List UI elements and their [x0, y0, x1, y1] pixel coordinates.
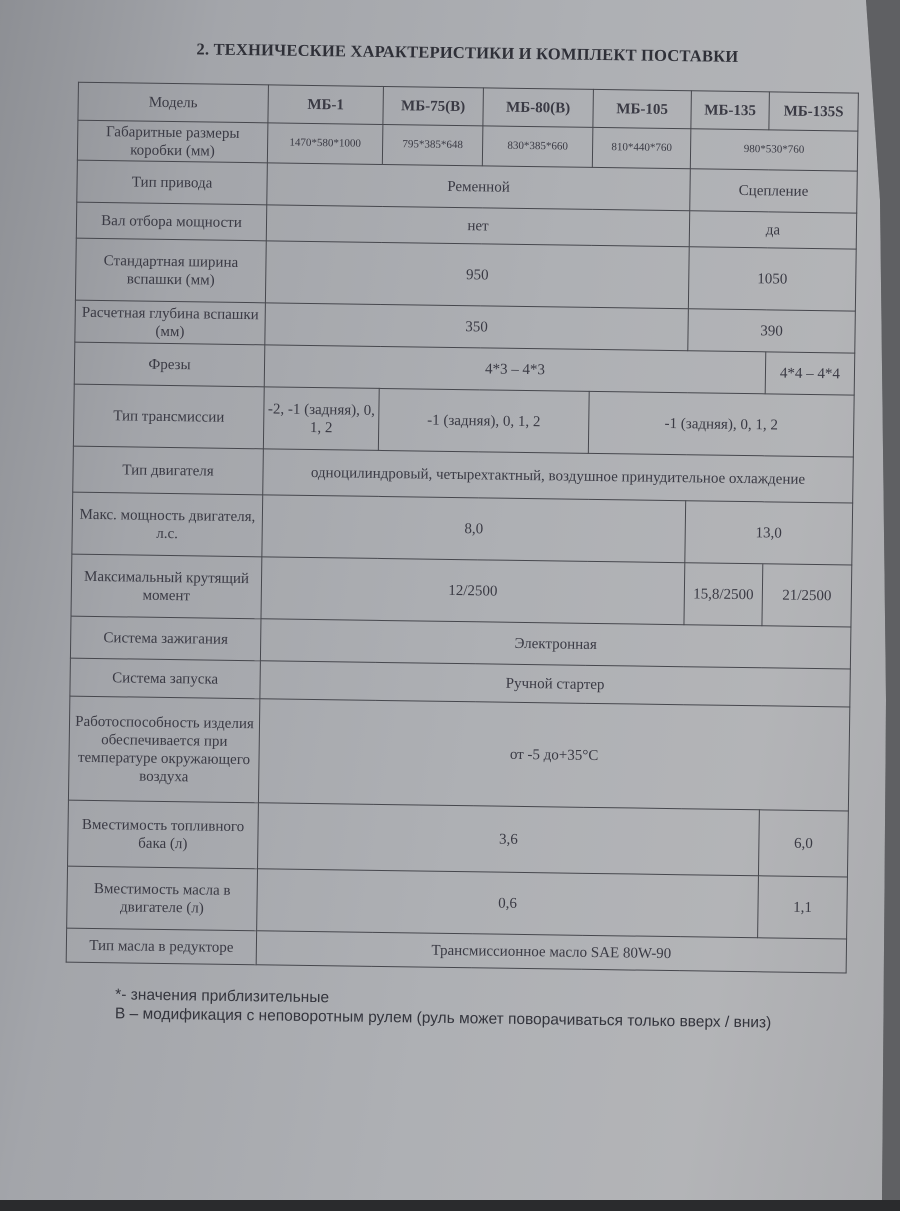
torque-b: 15,8/2500	[684, 563, 763, 626]
oil-b: 1,1	[758, 876, 848, 939]
depth-b: 390	[688, 309, 856, 353]
row-oil	[67, 866, 848, 939]
section-heading: 2. ТЕХНИЧЕСКИЕ ХАРАКТЕРИСТИКИ И КОМПЛЕКТ ПОСТАВКИ	[196, 39, 739, 66]
spec-table	[66, 82, 859, 974]
row-power	[72, 492, 853, 565]
dim-mb75: 795*385*648	[382, 124, 483, 165]
power-b: 13,0	[685, 501, 853, 565]
label-transmission: Тип трансмиссии	[73, 384, 264, 449]
gear-oil-value: Трансмиссионное масло SAE 80W-90	[256, 931, 846, 973]
cutters-b: 4*4 – 4*4	[765, 352, 855, 395]
depth-a: 350	[265, 303, 689, 351]
label-cutters: Фрезы	[74, 342, 265, 387]
drive-a: Ременной	[267, 163, 691, 211]
label-power: Макс. мощность двигателя, л.с.	[72, 492, 263, 557]
label-model: Модель	[78, 82, 269, 123]
label-start: Система запуска	[70, 658, 261, 699]
transmission-mb105-135: -1 (задняя), 0, 1, 2	[588, 391, 854, 457]
cutters-a: 4*3 – 4*3	[264, 345, 766, 394]
row-transmission	[73, 384, 854, 457]
label-fuel: Вместимость топливного бака (л)	[68, 800, 259, 869]
label-oil: Вместимость масла в двигателе (л)	[67, 866, 258, 931]
label-operating: Работоспособность изделия обеспечивается при температуре окружающего воздуха	[68, 696, 259, 803]
row-torque	[71, 554, 852, 627]
label-ignition: Система зажигания	[70, 616, 261, 661]
engine-value: одноцилиндровый, четырехтактный, воздушное принудительное охлаждение	[263, 449, 854, 503]
transmission-mb1: -2, -1 (задняя), 0, 1, 2	[263, 387, 379, 451]
operating-value: от -5 до+35°С	[258, 699, 849, 811]
label-width: Стандартная ширина вспашки (мм)	[75, 238, 266, 303]
dim-mb1: 1470*580*1000	[267, 123, 383, 165]
model-mb135s: МБ-135S	[769, 92, 859, 131]
label-pto: Вал отбора мощности	[76, 202, 266, 241]
model-mb135: МБ-135	[691, 91, 770, 130]
start-value: Ручной стартер	[260, 661, 850, 707]
dim-mb105: 810*440*760	[592, 127, 691, 168]
width-b: 1050	[688, 247, 856, 311]
label-drive: Тип привода	[77, 160, 268, 205]
label-depth: Расчетная глубина вспашки (мм)	[75, 300, 266, 345]
row-width	[75, 238, 856, 311]
label-gear-oil: Тип масла в редукторе	[66, 928, 256, 965]
label-engine: Тип двигателя	[73, 446, 264, 495]
row-operating	[68, 696, 849, 811]
label-torque: Максимальный крутящий момент	[71, 554, 262, 619]
width-a: 950	[265, 241, 689, 309]
fuel-b: 6,0	[758, 810, 848, 877]
model-mb1: МБ-1	[268, 85, 384, 125]
ignition-value: Электронная	[260, 619, 851, 669]
dim-mb135: 980*530*760	[690, 129, 858, 171]
power-a: 8,0	[262, 495, 686, 563]
dim-mb80: 830*385*660	[482, 126, 593, 168]
pto-b: да	[689, 211, 856, 249]
footnote-modification: В – модификация с неповоротным рулем (руль может поворачиваться только вверх / вниз)	[114, 1004, 772, 1032]
row-fuel	[68, 800, 849, 877]
oil-a: 0,6	[257, 869, 759, 938]
transmission-mb75-80: -1 (задняя), 0, 1, 2	[378, 388, 589, 453]
torque-c: 21/2500	[762, 564, 852, 627]
footnotes	[115, 986, 815, 1033]
fuel-a: 3,6	[258, 803, 760, 876]
label-dimensions: Габаритные размеры коробки (мм)	[77, 120, 268, 163]
pto-a: нет	[266, 205, 689, 247]
model-mb75: МБ-75(В)	[383, 86, 484, 125]
drive-b: Сцепление	[690, 169, 858, 213]
torque-a: 12/2500	[261, 557, 685, 625]
model-mb80: МБ-80(В)	[483, 88, 594, 128]
footnote-approx: *- значения приблизительные	[115, 986, 330, 1007]
model-mb105: МБ-105	[593, 89, 692, 128]
